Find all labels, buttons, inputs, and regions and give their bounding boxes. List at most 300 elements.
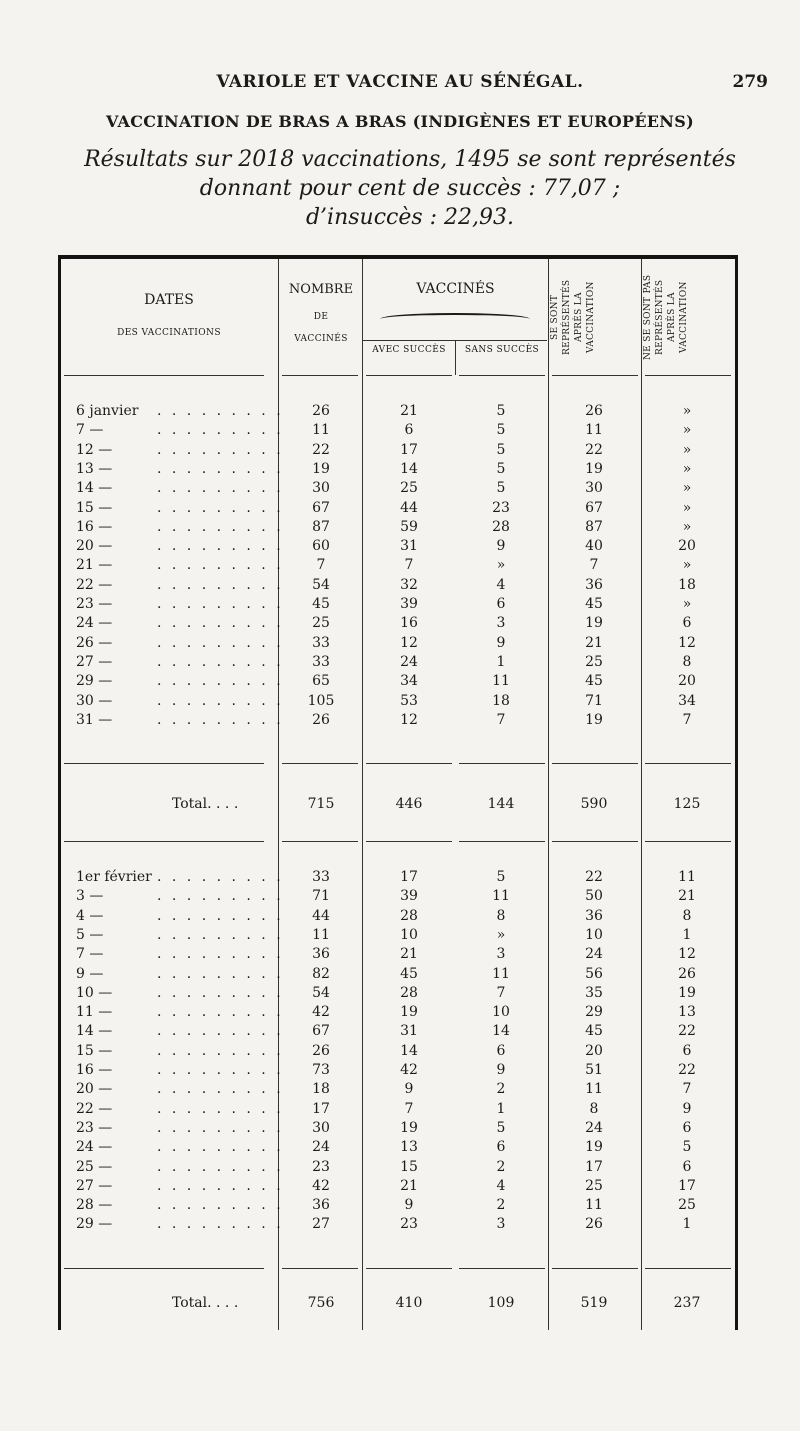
leader-dots: . . . . . . . . . [157,692,284,709]
results-summary [60,145,760,232]
not-represented-cell: » [682,557,692,574]
represented-cell: 17 [585,1158,603,1175]
nombre-cell: 105 [307,692,335,709]
represented-cell: 67 [585,499,603,516]
total-avec-succes-cell: 410 [395,1295,423,1311]
represented-cell: 19 [585,1139,603,1156]
represented-cell: 26 [585,403,603,419]
represented-cell: 50 [585,888,603,905]
header-avec-succes: AVEC SUCCÈS [372,345,446,355]
date-cell: 26 — [76,634,113,651]
avec-succes-cell: 45 [400,965,418,982]
avec-succes-cell: 14 [400,460,418,477]
total-rule [459,1268,545,1269]
nombre-cell: 26 [312,711,330,728]
date-cell: 12 — [76,441,113,458]
table-row [62,653,734,672]
not-represented-cell: 7 [682,1081,692,1098]
nombre-cell: 33 [312,869,330,885]
total-rule [366,1268,452,1269]
table-row [62,1215,734,1234]
nombre-cell: 30 [312,480,330,497]
not-represented-cell: 9 [682,1100,692,1117]
represented-cell: 36 [585,907,603,924]
table-row [62,1138,734,1157]
avec-succes-cell: 23 [400,1216,418,1233]
nombre-cell: 45 [312,596,330,612]
sans-succes-cell: 5 [496,441,506,458]
date-cell: 4 — [76,907,104,924]
leader-dots: . . . . . . . . . [157,518,284,535]
not-represented-cell: 34 [678,692,696,709]
avec-succes-cell: 24 [400,653,418,670]
date-cell: 6 janvier [76,403,139,419]
sans-succes-cell: 9 [496,1062,506,1078]
avec-succes-cell: 21 [400,403,418,419]
header-nombre-de: DE [313,312,329,322]
total-represented-cell: 519 [580,1295,608,1311]
sans-succes-cell: 8 [496,907,506,924]
date-cell: 5 — [76,926,104,943]
date-cell: 14 — [76,1023,113,1040]
sans-succes-cell: 5 [496,480,506,497]
leader-dots: . . . . . . . . . [157,1081,284,1098]
leader-dots: . . . . . . . . . [157,1197,284,1214]
leader-dots: . . . . . . . . . [157,538,284,555]
nombre-cell: 44 [312,907,330,924]
summary-line-3: d’insuccès : 22,93. [305,205,515,230]
header-underline [645,375,731,376]
sans-succes-cell: 23 [492,499,510,516]
total-rule [64,841,264,842]
avec-succes-cell: 16 [400,615,418,632]
avec-succes-cell: 10 [400,926,418,943]
total-sans-succes-cell: 109 [487,1295,515,1311]
nombre-cell: 24 [312,1139,330,1156]
sans-succes-cell: 2 [496,1158,506,1175]
sans-succes-cell: 5 [496,403,506,419]
represented-cell: 21 [585,634,603,651]
date-cell: 23 — [76,1119,113,1136]
leader-dots: . . . . . . . . . [157,869,284,885]
date-cell: 10 — [76,984,113,1001]
not-represented-cell: » [682,518,692,535]
not-represented-cell: 25 [678,1197,696,1214]
leader-dots: . . . . . . . . . [157,653,284,670]
not-represented-cell: 8 [682,907,692,924]
leader-dots: . . . . . . . . . [157,1177,284,1194]
represented-cell: 56 [585,965,603,982]
avec-succes-cell: 44 [400,499,418,516]
sans-succes-cell: 5 [496,869,506,885]
total-label: Total. . . . [172,796,239,812]
represented-cell: 11 [585,422,603,439]
header-underline [366,375,452,376]
leader-dots: . . . . . . . . . [157,1158,284,1175]
sans-succes-cell: 2 [496,1081,506,1098]
leader-dots: . . . . . . . . . [157,499,284,516]
table-row [62,1061,734,1080]
total-not-represented-cell: 125 [673,796,701,812]
table-row [62,460,734,479]
total-rule [459,763,545,764]
nombre-cell: 23 [312,1158,330,1175]
date-cell: 1er février [76,869,152,885]
header-vaccines: VACCINÉS [416,281,495,297]
sans-succes-cell: 7 [496,984,506,1001]
date-cell: 23 — [76,596,113,612]
represented-cell: 29 [585,1004,603,1021]
represented-cell: 51 [585,1062,603,1078]
not-represented-cell: 13 [678,1004,696,1021]
leader-dots: . . . . . . . . . [157,403,284,419]
avec-succes-cell: 59 [400,518,418,535]
nombre-cell: 22 [312,441,330,458]
leader-dots: . . . . . . . . . [157,596,284,612]
represented-cell: 22 [585,869,603,885]
table-row [62,479,734,498]
avec-succes-cell: 9 [404,1197,414,1214]
not-represented-cell: 1 [682,926,692,943]
leader-dots: . . . . . . . . . [157,926,284,943]
total-rule [459,841,545,842]
total-avec-succes-cell: 446 [395,796,423,812]
table-row [62,887,734,906]
running-head-title: VARIOLE ET VACCINE AU SÉNÉGAL. [216,72,584,92]
table-row [62,1080,734,1099]
represented-cell: 20 [585,1042,603,1059]
date-cell: 16 — [76,518,113,535]
represented-cell: 25 [585,1177,603,1194]
represented-cell: 71 [585,692,603,709]
table-left-border [58,258,61,1330]
avec-succes-cell: 39 [400,596,418,612]
represented-cell: 8 [589,1100,599,1117]
header-underline [459,375,545,376]
not-represented-cell: 5 [682,1139,692,1156]
represented-cell: 87 [585,518,603,535]
summary-line-1: Résultats sur 2018 vaccinations, 1495 se sont représentés [84,147,736,172]
table-right-border [735,258,738,1330]
leader-dots: . . . . . . . . . [157,1100,284,1117]
leader-dots: . . . . . . . . . [157,1023,284,1040]
sans-succes-cell: 9 [496,634,506,651]
not-represented-cell: » [682,422,692,439]
table-row [62,421,734,440]
total-rule [552,841,638,842]
header-not-represented: NE SE SONT PAS REPRÉSENTÉS APRÈS LA VACCINATION [643,274,689,360]
date-cell: 14 — [76,480,113,497]
date-cell: 31 — [76,711,113,728]
not-represented-cell: » [682,441,692,458]
date-cell: 20 — [76,1081,113,1098]
date-cell: 13 — [76,460,113,477]
nombre-cell: 71 [312,888,330,905]
avec-succes-cell: 12 [400,711,418,728]
represented-cell: 35 [585,984,603,1001]
represented-cell: 24 [585,1119,603,1136]
not-represented-cell: 12 [678,634,696,651]
table-row [62,1042,734,1061]
header-underline [552,375,638,376]
represented-cell: 7 [589,557,599,574]
leader-dots: . . . . . . . . . [157,673,284,690]
table-row [62,1022,734,1041]
table-row [62,692,734,711]
total-rule [282,841,358,842]
avec-succes-cell: 28 [400,984,418,1001]
total-represented-cell: 590 [580,796,608,812]
not-represented-cell: 6 [682,615,692,632]
represented-cell: 40 [585,538,603,555]
avec-succes-cell: 19 [400,1004,418,1021]
total-rule [64,763,264,764]
not-represented-cell: 6 [682,1042,692,1059]
date-cell: 22 — [76,576,113,593]
avec-succes-cell: 32 [400,576,418,593]
leader-dots: . . . . . . . . . [157,946,284,963]
represented-cell: 25 [585,653,603,670]
total-rule [64,1268,264,1269]
table-row [62,1003,734,1022]
nombre-cell: 73 [312,1062,330,1078]
sans-succes-cell: 18 [492,692,510,709]
not-represented-cell: 19 [678,984,696,1001]
date-cell: 15 — [76,1042,113,1059]
date-cell: 25 — [76,1158,113,1175]
nombre-cell: 25 [312,615,330,632]
header-underline [282,375,358,376]
total-rule [645,841,731,842]
nombre-cell: 54 [312,576,330,593]
date-cell: 20 — [76,538,113,555]
leader-dots: . . . . . . . . . [157,460,284,477]
nombre-cell: 54 [312,984,330,1001]
avec-succes-cell: 42 [400,1062,418,1078]
leader-dots: . . . . . . . . . [157,907,284,924]
leader-dots: . . . . . . . . . [157,1042,284,1059]
not-represented-cell: 22 [678,1023,696,1040]
leader-dots: . . . . . . . . . [157,965,284,982]
table-row [62,926,734,945]
not-represented-cell: 11 [678,869,696,885]
leader-dots: . . . . . . . . . [157,984,284,1001]
avec-succes-cell: 15 [400,1158,418,1175]
nombre-cell: 18 [312,1081,330,1098]
table-row [62,1196,734,1215]
avec-succes-cell: 7 [404,1100,414,1117]
nombre-cell: 11 [312,422,330,439]
sans-succes-cell: 4 [496,1177,506,1194]
summary-line-2: donnant pour cent de succès : 77,07 ; [199,176,621,201]
represented-cell: 26 [585,1216,603,1233]
table-row [62,402,734,421]
leader-dots: . . . . . . . . . [157,615,284,632]
nombre-cell: 30 [312,1119,330,1136]
table-row [62,518,734,537]
table-row [62,441,734,460]
avec-succes-cell: 25 [400,480,418,497]
not-represented-cell: 20 [678,673,696,690]
avec-succes-cell: 19 [400,1119,418,1136]
total-rule [282,763,358,764]
sans-succes-cell: 10 [492,1004,510,1021]
sans-succes-cell: 5 [496,1119,506,1136]
represented-cell: 24 [585,946,603,963]
leader-dots: . . . . . . . . . [157,422,284,439]
avec-succes-cell: 34 [400,673,418,690]
table-row [62,614,734,633]
leader-dots: . . . . . . . . . [157,1216,284,1233]
sans-succes-cell: 4 [496,576,506,593]
not-represented-cell: 6 [682,1119,692,1136]
sans-succes-cell: » [496,557,506,574]
nombre-cell: 82 [312,965,330,982]
represented-cell: 36 [585,576,603,593]
nombre-cell: 67 [312,1023,330,1040]
not-represented-cell: » [682,403,692,419]
date-cell: 27 — [76,1177,113,1194]
nombre-cell: 36 [312,1197,330,1214]
represented-cell: 45 [585,1023,603,1040]
represented-cell: 19 [585,711,603,728]
nombre-cell: 19 [312,460,330,477]
table-top-rule [58,255,738,259]
represented-cell: 22 [585,441,603,458]
date-cell: 28 — [76,1197,113,1214]
not-represented-cell: 26 [678,965,696,982]
leader-dots: . . . . . . . . . [157,441,284,458]
leader-dots: . . . . . . . . . [157,711,284,728]
date-cell: 15 — [76,499,113,516]
total-nombre-cell: 715 [307,796,335,812]
nombre-cell: 33 [312,634,330,651]
date-cell: 21 — [76,557,113,574]
avec-succes-cell: 17 [400,441,418,458]
leader-dots: . . . . . . . . . [157,1119,284,1136]
table-row [62,634,734,653]
leader-dots: . . . . . . . . . [157,1004,284,1021]
total-sans-succes-cell: 144 [487,796,515,812]
table-row [62,868,734,887]
not-represented-cell: 6 [682,1158,692,1175]
avec-succes-cell: 39 [400,888,418,905]
sans-succes-cell: 11 [492,965,510,982]
sans-succes-cell: 11 [492,888,510,905]
table-row [62,537,734,556]
sans-succes-cell: 5 [496,422,506,439]
total-not-represented-cell: 237 [673,1295,701,1311]
nombre-cell: 36 [312,946,330,963]
date-cell: 9 — [76,965,104,982]
avec-succes-cell: 6 [404,422,414,439]
leader-dots: . . . . . . . . . [157,1139,284,1156]
nombre-cell: 26 [312,403,330,419]
table-row [62,556,734,575]
sans-succes-cell: 11 [492,673,510,690]
date-cell: 24 — [76,1139,113,1156]
avec-succes-cell: 14 [400,1042,418,1059]
nombre-cell: 17 [312,1100,330,1117]
leader-dots: . . . . . . . . . [157,888,284,905]
header-nombre: NOMBRE [288,282,354,297]
sans-succes-cell: 5 [496,460,506,477]
represented-cell: 11 [585,1197,603,1214]
not-represented-cell: 20 [678,538,696,555]
not-represented-cell: 12 [678,946,696,963]
total-rule [282,1268,358,1269]
represented-cell: 19 [585,460,603,477]
avec-succes-cell: 9 [404,1081,414,1098]
total-nombre-cell: 756 [307,1295,335,1311]
avec-succes-cell: 12 [400,634,418,651]
nombre-cell: 11 [312,926,330,943]
not-represented-cell: 17 [678,1177,696,1194]
table-row [62,1100,734,1119]
avec-succes-cell: 17 [400,869,418,885]
date-cell: 11 — [76,1004,113,1021]
not-represented-cell: 8 [682,653,692,670]
not-represented-cell: 18 [678,576,696,593]
sans-succes-cell: 3 [496,946,506,963]
date-cell: 29 — [76,1216,113,1233]
date-cell: 7 — [76,946,104,963]
sans-succes-cell: 6 [496,1042,506,1059]
avec-succes-cell: 28 [400,907,418,924]
table-row [62,984,734,1003]
table-row [62,595,734,614]
nombre-cell: 42 [312,1004,330,1021]
header-dates-sub: DES VACCINATIONS [117,328,221,338]
date-cell: 22 — [76,1100,113,1117]
header-sans-succes: SANS SUCCÈS [464,345,540,355]
total-label: Total. . . . [172,1295,239,1311]
sans-succes-cell: 1 [496,653,506,670]
total-row [62,793,734,815]
sans-succes-cell: 1 [496,1100,506,1117]
total-rule [366,763,452,764]
total-row [62,1292,734,1314]
not-represented-cell: 21 [678,888,696,905]
nombre-cell: 26 [312,1042,330,1059]
running-head [0,70,800,100]
header-dates: DATES [144,292,194,308]
nombre-cell: 33 [312,653,330,670]
not-represented-cell: » [682,480,692,497]
total-rule [366,841,452,842]
nombre-cell: 67 [312,499,330,516]
date-cell: 27 — [76,653,113,670]
date-cell: 3 — [76,888,104,905]
nombre-cell: 27 [312,1216,330,1233]
header-underline [64,375,264,376]
table-row [62,672,734,691]
sans-succes-cell: 3 [496,1216,506,1233]
header-nombre-vaccines: VACCINÉS [294,334,348,344]
page-number: 279 [732,72,768,92]
represented-cell: 30 [585,480,603,497]
sans-succes-cell: 3 [496,615,506,632]
date-cell: 7 — [76,422,104,439]
date-cell: 24 — [76,615,113,632]
sans-succes-cell: 7 [496,711,506,728]
table-row [62,965,734,984]
sans-succes-cell: 14 [492,1023,510,1040]
avec-succes-cell: 31 [400,538,418,555]
total-rule [645,1268,731,1269]
total-rule [552,763,638,764]
not-represented-cell: » [682,596,692,612]
